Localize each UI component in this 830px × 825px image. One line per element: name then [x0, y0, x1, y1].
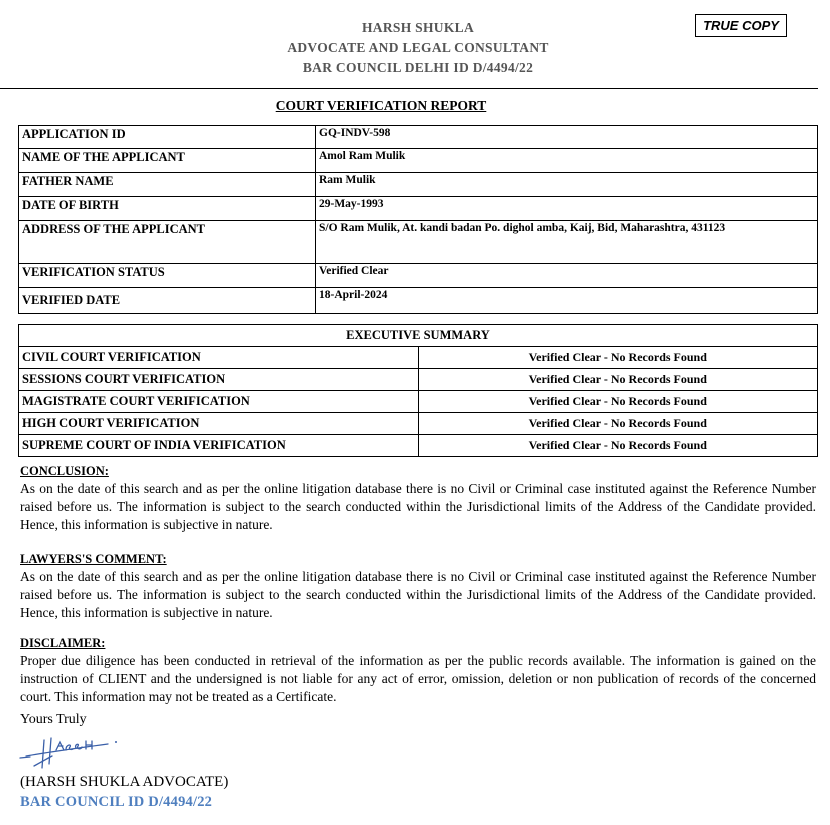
- summary-label: SESSIONS COURT VERIFICATION: [19, 369, 419, 391]
- signature-icon: [18, 732, 128, 772]
- table-row: [19, 264, 818, 288]
- lawyers-comment-section: [20, 550, 816, 622]
- conclusion-section: [20, 462, 816, 534]
- table-row: [19, 413, 818, 435]
- detail-value: GQ-INDV-598: [316, 126, 818, 149]
- disclaimer-text: Proper due diligence has been conducted in retrieval of the information as per the public records available. The information is gained on the instruction of CLIENT and the undersigned is not liable for any act of error, omission, deletion or non publication of records of the concerned court. This information may not be treated as a Certificate.: [20, 653, 816, 704]
- summary-label: MAGISTRATE COURT VERIFICATION: [19, 391, 419, 413]
- summary-label: CIVIL COURT VERIFICATION: [19, 347, 419, 369]
- detail-label: VERIFIED DATE: [19, 288, 316, 314]
- detail-label: NAME OF THE APPLICANT: [19, 149, 316, 173]
- table-row: [19, 325, 818, 347]
- signatory-name: (HARSH SHUKLA ADVOCATE): [20, 774, 229, 790]
- detail-value: Ram Mulik: [316, 173, 818, 197]
- table-row: [19, 347, 818, 369]
- table-row: [19, 391, 818, 413]
- detail-label: VERIFICATION STATUS: [19, 264, 316, 288]
- detail-label: ADDRESS OF THE APPLICANT: [19, 221, 316, 264]
- true-copy-stamp: TRUE COPY: [695, 14, 787, 37]
- disclaimer-heading: DISCLAIMER:: [20, 636, 106, 650]
- table-row: [19, 173, 818, 197]
- detail-value: S/O Ram Mulik, At. kandi badan Po. dighol amba, Kaij, Bid, Maharashtra, 431123: [316, 221, 818, 264]
- executive-summary-table: [18, 324, 818, 457]
- detail-label: DATE OF BIRTH: [19, 197, 316, 221]
- applicant-details-table: [18, 125, 818, 314]
- table-row: [19, 149, 818, 173]
- summary-value: Verified Clear - No Records Found: [418, 413, 818, 435]
- detail-value: 29-May-1993: [316, 197, 818, 221]
- detail-label: APPLICATION ID: [19, 126, 316, 149]
- table-row: [19, 288, 818, 314]
- table-row: [19, 369, 818, 391]
- detail-value: 18-April-2024: [316, 288, 818, 314]
- detail-value: Amol Ram Mulik: [316, 149, 818, 173]
- summary-heading: EXECUTIVE SUMMARY: [19, 325, 818, 347]
- header-divider: [0, 88, 818, 89]
- summary-value: Verified Clear - No Records Found: [418, 435, 818, 457]
- advocate-name: HARSH SHUKLA: [362, 20, 474, 35]
- summary-value: Verified Clear - No Records Found: [418, 369, 818, 391]
- summary-label: SUPREME COURT OF INDIA VERIFICATION: [19, 435, 419, 457]
- summary-value: Verified Clear - No Records Found: [418, 391, 818, 413]
- detail-value: Verified Clear: [316, 264, 818, 288]
- table-row: [19, 221, 818, 264]
- table-row: [19, 435, 818, 457]
- conclusion-heading: CONCLUSION:: [20, 464, 109, 478]
- lawyers-comment-text: As on the date of this search and as per the online litigation database there is no Civil or Criminal case instituted against the Reference Number raised before us. The information is subject to the search conducted within the Jurisdictional limits of the Address of the Candidate provided. Hence, this information is subjective in nature.: [20, 569, 816, 620]
- salutation: Yours Truly: [20, 712, 87, 727]
- summary-label: HIGH COURT VERIFICATION: [19, 413, 419, 435]
- advocate-title: ADVOCATE AND LEGAL CONSULTANT: [287, 40, 549, 55]
- conclusion-text: As on the date of this search and as per the online litigation database there is no Civil or Criminal case instituted against the Reference Number raised before us. The information is subject to the search conducted within the Jurisdictional limits of the Address of the Candidate provided. Hence, this information is subjective in nature.: [20, 481, 816, 532]
- detail-label: FATHER NAME: [19, 173, 316, 197]
- summary-value: Verified Clear - No Records Found: [418, 347, 818, 369]
- signatory-bar-council-id: BAR COUNCIL ID D/4494/22: [20, 794, 213, 810]
- lawyers-comment-heading: LAWYERS'S COMMENT:: [20, 552, 167, 566]
- table-row: [19, 197, 818, 221]
- bar-council-id: BAR COUNCIL DELHI ID D/4494/22: [302, 60, 534, 75]
- disclaimer-section: [20, 634, 816, 706]
- report-title: COURT VERIFICATION REPORT: [275, 98, 487, 113]
- table-row: [19, 126, 818, 149]
